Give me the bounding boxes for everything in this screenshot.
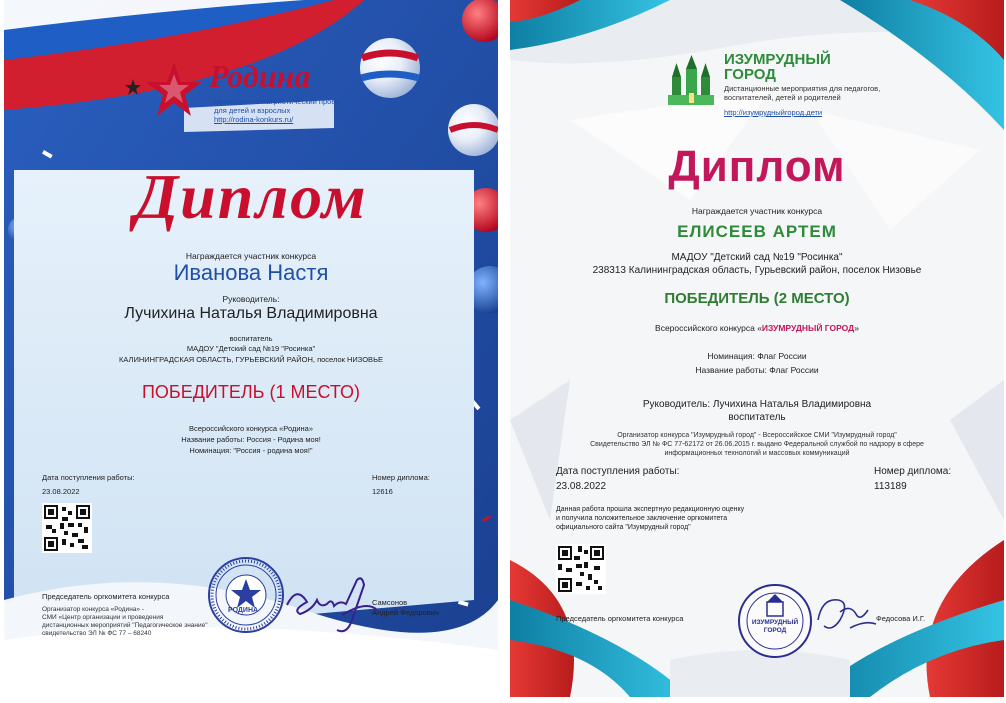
leader-role: воспитатель xyxy=(728,412,786,423)
organizer-info xyxy=(510,431,1004,458)
brand-tagline-line2: воспитателей, детей и родителей xyxy=(724,93,841,102)
brand-url-link[interactable]: http://rodina-konkurs.ru/ xyxy=(214,115,294,124)
nomination-line: Номинация: "Россия - родина моя!" xyxy=(189,446,313,455)
brand-tagline-line1: Дистанционные мероприятия для педагогов, xyxy=(724,84,881,93)
date-value: 23.08.2022 xyxy=(42,487,80,496)
org-line1: МАДОУ "Детский сад №19 "Росинка" xyxy=(186,344,316,353)
organizer-line3: информационных технологий и массовых коммуникаций xyxy=(664,450,850,457)
brand-tagline-line1: Нравственно-патриотический проект xyxy=(214,97,343,106)
number-value: 12616 xyxy=(372,487,393,496)
chair-surname: Самсонов xyxy=(372,598,408,607)
leader-role: воспитатель xyxy=(229,334,273,343)
brand-tagline xyxy=(214,97,342,124)
chair-name: Федосова И.Г. xyxy=(876,614,926,623)
date-value: 23.08.2022 xyxy=(556,481,607,492)
work-line: Название работы: Россия - Родина моя! xyxy=(181,435,321,444)
footer-line3: дистанционных мероприятий "Педагогическое знание" xyxy=(42,622,208,629)
qr-code-icon xyxy=(556,544,606,594)
organizer-line2: Свидетельство ЭЛ № ФС 77-62172 от 26.06.2015 г. выдано Федеральной службой по надзору в сфере xyxy=(590,441,924,448)
organizer-footer xyxy=(42,606,208,638)
number-label: Номер диплома: xyxy=(372,473,430,482)
contest-name: ИЗУМРУДНЫЙ ГОРОД xyxy=(761,323,855,333)
brand-name-line2: ГОРОД xyxy=(724,66,776,83)
leader-name: Лучихина Наталья Владимировна xyxy=(124,305,378,322)
awarded-text: Награждается участник конкурса xyxy=(185,251,317,261)
footer-line2: СМИ «Центр организации и проведения xyxy=(42,614,164,621)
date-label: Дата поступления работы: xyxy=(556,466,680,477)
stamp-label-line1: ИЗУМРУДНЫЙ xyxy=(751,619,799,626)
contest-prefix: Всероссийского конкурса « xyxy=(655,323,762,333)
org-line2: КАЛИНИНГРАДСКАЯ ОБЛАСТЬ, ГУРЬЕВСКИЙ РАЙОН, поселок НИЗОВЬЕ xyxy=(119,355,383,364)
signature-icon xyxy=(810,590,880,640)
star-logo-icon xyxy=(144,60,204,122)
brand-name: Родина xyxy=(209,58,311,94)
result-text: ПОБЕДИТЕЛЬ (1 МЕСТО) xyxy=(141,382,361,402)
stamp-label: РОДИНА xyxy=(228,607,259,614)
qr-code-icon xyxy=(42,503,92,553)
contest-suffix: » xyxy=(854,323,859,333)
awarded-text: Награждается участник конкурса xyxy=(691,206,823,216)
brand-tagline xyxy=(724,84,880,102)
review-note xyxy=(556,505,744,532)
brand-name-line1: ИЗУМРУДНЫЙ xyxy=(724,51,831,68)
chair-label: Председатель оргкомитета конкурса xyxy=(42,592,170,601)
date-label: Дата поступления работы: xyxy=(42,473,135,482)
nomination-line: Номинация: Флаг России xyxy=(707,351,807,361)
brand-name xyxy=(724,52,831,82)
review-line2: и получила положительное заключение оргкомитета xyxy=(556,515,728,522)
seal-stamp-icon xyxy=(206,555,286,635)
signature-icon xyxy=(282,570,382,640)
footer-line1: Организатор конкурса «Родина» - xyxy=(42,606,144,613)
org-line2: 238313 Калининградская область, Гурьевский район, поселок Низовье xyxy=(592,265,922,276)
diploma-title: Диплом xyxy=(134,161,368,232)
participant-name: ЕЛИСЕЕВ АРТЕМ xyxy=(677,222,837,241)
number-value: 113189 xyxy=(874,481,907,492)
leader-line: Руководитель: Лучихина Наталья Владимировна xyxy=(642,399,872,410)
stamp-label xyxy=(742,619,808,635)
result-text: ПОБЕДИТЕЛЬ (2 МЕСТО) xyxy=(664,290,850,307)
emerald-castle-logo-icon xyxy=(666,55,716,107)
contest-line: Всероссийского конкурса «Родина» xyxy=(188,424,314,433)
leader-label: Руководитель: xyxy=(222,294,280,304)
participant-name: Иванова Настя xyxy=(173,260,329,285)
brand-url-link[interactable]: http://изумрудныйгород.дети xyxy=(724,108,823,117)
review-line1: Данная работа прошла экспертную редакционную оценку xyxy=(556,506,745,513)
brand-tagline-line2: для детей и взрослых xyxy=(214,106,291,115)
small-star-icon xyxy=(124,78,142,96)
review-line3: официального сайта "Изумрудный город" xyxy=(556,524,691,531)
chair-given-names: Андрей Федорович xyxy=(372,608,439,617)
work-line: Название работы: Флаг России xyxy=(695,365,819,375)
diploma-emerald-city xyxy=(510,0,1004,697)
footer-line4: свидетельство ЭЛ № ФС 77 – 68240 xyxy=(42,630,152,637)
org-line1: МАДОУ "Детский сад №19 "Росинка" xyxy=(671,252,843,263)
stamp-label-line2: ГОРОД xyxy=(763,627,787,634)
number-label: Номер диплома: xyxy=(874,466,952,477)
contest-line xyxy=(510,323,1004,333)
diploma-title: Диплом xyxy=(668,142,846,191)
organizer-line1: Организатор конкурса "Изумрудный город" - Всероссийское СМИ "Изумрудный город" xyxy=(617,432,897,439)
chair-label: Председатель оргкомитета конкурса xyxy=(556,614,684,623)
diploma-rodina xyxy=(4,0,498,697)
